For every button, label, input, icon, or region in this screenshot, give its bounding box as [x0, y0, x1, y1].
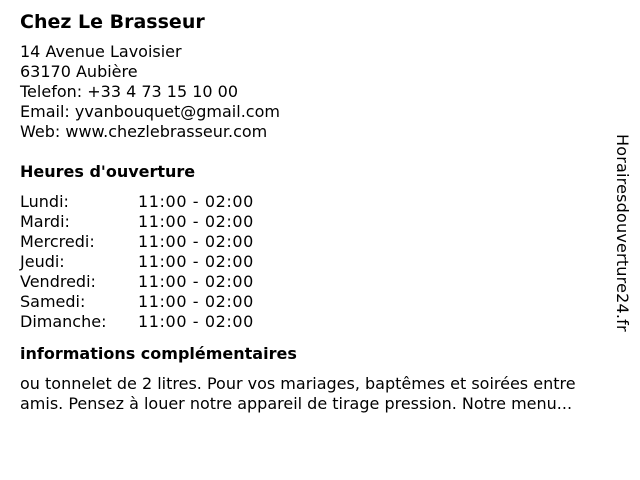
hours-row-tuesday: [20, 212, 620, 232]
hours-day: Samedi:: [20, 292, 86, 311]
hours-day: Dimanche:: [20, 312, 107, 331]
hours-row-friday: [20, 272, 620, 292]
hours-time: 11:00 - 02:00: [138, 292, 254, 311]
email-address: Email: yvanbouquet@gmail.com: [20, 102, 280, 121]
hours-row-sunday: [20, 312, 620, 332]
website: Web: www.chezlebrasseur.com: [20, 122, 268, 141]
opening-hours-table: [20, 192, 620, 332]
hours-time: 11:00 - 02:00: [138, 192, 254, 211]
hours-time: 11:00 - 02:00: [138, 272, 254, 291]
opening-hours-heading: Heures d'ouverture: [20, 162, 196, 181]
hours-time: 11:00 - 02:00: [138, 252, 254, 271]
hours-row-thursday: [20, 252, 620, 272]
additional-info-line: ou tonnelet de 2 litres. Pour vos mariages, baptêmes et soirées entre: [20, 374, 576, 393]
hours-time: 11:00 - 02:00: [138, 312, 254, 331]
contact-block: [20, 42, 620, 142]
hours-row-monday: [20, 192, 620, 212]
hours-row-wednesday: [20, 232, 620, 252]
hours-time: 11:00 - 02:00: [138, 212, 254, 231]
additional-info-line: amis. Pensez à louer notre appareil de tirage pression. Notre menu...: [20, 394, 573, 413]
hours-day: Lundi:: [20, 192, 69, 211]
additional-info-heading: informations complémentaires: [20, 344, 297, 363]
hours-day: Mardi:: [20, 212, 70, 231]
business-name: Chez Le Brasseur: [20, 11, 205, 33]
additional-info-text: [20, 374, 624, 414]
hours-time: 11:00 - 02:00: [138, 232, 254, 251]
address-city: 63170 Aubière: [20, 62, 138, 81]
hours-day: Vendredi:: [20, 272, 96, 291]
address-street: 14 Avenue Lavoisier: [20, 42, 182, 61]
hours-row-saturday: [20, 292, 620, 312]
hours-day: Jeudi:: [20, 252, 65, 271]
hours-day: Mercredi:: [20, 232, 95, 251]
business-page: [20, 10, 620, 414]
phone-number: Telefon: +33 4 73 15 10 00: [20, 82, 239, 101]
site-watermark: Horairesdouverture24.fr: [613, 134, 632, 332]
